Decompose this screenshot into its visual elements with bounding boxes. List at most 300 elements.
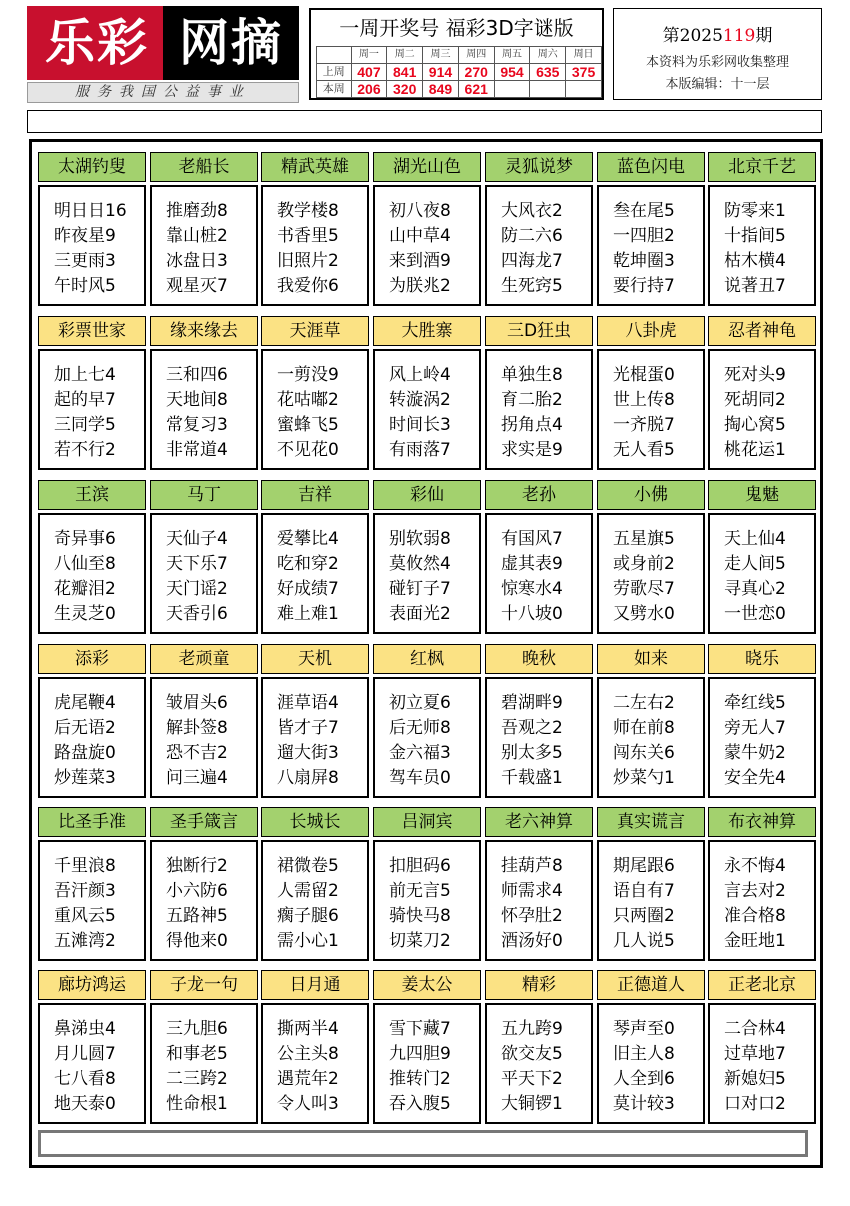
card-body xyxy=(150,1003,258,1124)
card-author: 天涯草 xyxy=(261,316,369,346)
riddle-line: 皆才子7 xyxy=(277,718,339,738)
card-body xyxy=(373,185,481,306)
last-week-row xyxy=(317,64,602,81)
riddle-line: 走人间5 xyxy=(724,554,786,574)
card-body xyxy=(261,185,369,306)
card-author: 比圣手准 xyxy=(38,807,146,837)
riddle-line: 八扇屏8 xyxy=(277,768,339,788)
card-body xyxy=(38,677,146,798)
riddle-line: 驾车员0 xyxy=(389,768,451,788)
riddle-line: 七八看8 xyxy=(54,1069,116,1089)
slogan: 服务我国公益事业 xyxy=(27,82,299,103)
riddle-line: 枯木横4 xyxy=(724,251,786,271)
riddle-card xyxy=(261,807,369,959)
card-body xyxy=(485,513,593,634)
riddle-line: 琴声至0 xyxy=(613,1019,675,1039)
riddle-card xyxy=(485,970,593,1122)
days-row xyxy=(317,47,602,64)
riddle-line: 冰盘日3 xyxy=(166,251,228,271)
riddle-line: 山中草4 xyxy=(389,226,451,246)
riddle-line: 求实是9 xyxy=(501,440,563,460)
riddle-line: 吃和穿2 xyxy=(277,554,339,574)
card-body xyxy=(708,513,816,634)
riddle-line: 五路神5 xyxy=(166,906,228,926)
riddle-line: 性命根1 xyxy=(166,1094,228,1114)
day-header: 周二 xyxy=(387,47,423,64)
riddle-line: 风上岭4 xyxy=(389,365,451,385)
riddle-line: 皱眉头6 xyxy=(166,693,228,713)
riddle-line: 碰钉子7 xyxy=(389,579,451,599)
riddle-line: 挂葫芦8 xyxy=(501,856,563,876)
day-header: 周日 xyxy=(566,47,602,64)
riddle-line: 炒莲菜3 xyxy=(54,768,116,788)
card-author: 廊坊鸿运 xyxy=(38,970,146,1000)
card-body xyxy=(38,513,146,634)
draw-number: 270 xyxy=(458,64,494,81)
riddle-line: 昨夜星9 xyxy=(54,226,116,246)
draw-number: 841 xyxy=(387,64,423,81)
riddle-line: 人全到6 xyxy=(613,1069,675,1089)
riddle-line: 八仙至8 xyxy=(54,554,116,574)
riddle-line: 世上传8 xyxy=(613,390,675,410)
card-author: 鬼魅 xyxy=(708,480,816,510)
riddle-line: 花瓣泪2 xyxy=(54,579,116,599)
corner-cell xyxy=(317,47,352,64)
riddle-line: 奇异事6 xyxy=(54,529,116,549)
riddle-line: 需小心1 xyxy=(277,931,339,951)
riddle-card xyxy=(261,644,369,796)
riddle-line: 一世恋0 xyxy=(724,604,786,624)
riddle-line: 解卦签8 xyxy=(166,718,228,738)
riddle-line: 莫计较3 xyxy=(613,1094,675,1114)
card-body xyxy=(38,349,146,470)
issue-number xyxy=(614,21,821,46)
card-author: 正老北京 xyxy=(708,970,816,1000)
riddle-line: 扣胆码6 xyxy=(389,856,451,876)
riddle-line: 九四胆9 xyxy=(389,1044,451,1064)
riddle-line: 撕两半4 xyxy=(277,1019,339,1039)
riddle-card xyxy=(485,807,593,959)
riddle-line: 重风云5 xyxy=(54,906,116,926)
riddle-card xyxy=(485,152,593,304)
banner-bar xyxy=(27,110,822,133)
riddle-line: 掏心窝5 xyxy=(724,415,786,435)
row-label: 上周 xyxy=(317,64,352,81)
riddle-line: 推转门2 xyxy=(389,1069,451,1089)
riddle-line: 欲交友5 xyxy=(501,1044,563,1064)
riddle-card xyxy=(373,316,481,468)
riddle-line: 拐角点4 xyxy=(501,415,563,435)
riddle-line: 千里浪8 xyxy=(54,856,116,876)
card-author: 真实谎言 xyxy=(597,807,705,837)
riddle-line: 虎尾鞭4 xyxy=(54,693,116,713)
riddle-line: 一剪没9 xyxy=(277,365,339,385)
draw-number: 635 xyxy=(530,64,566,81)
riddle-line: 十八坡0 xyxy=(501,604,563,624)
card-body xyxy=(150,840,258,961)
riddle-line: 天上仙4 xyxy=(724,529,786,549)
riddle-line: 大风衣2 xyxy=(501,201,563,221)
card-body xyxy=(150,349,258,470)
riddle-line: 酒汤好0 xyxy=(501,931,563,951)
riddle-card xyxy=(373,152,481,304)
riddle-line: 永不悔4 xyxy=(724,856,786,876)
riddle-line: 光棍蛋0 xyxy=(613,365,675,385)
card-author: 彩仙 xyxy=(373,480,481,510)
riddle-line: 明日日16 xyxy=(54,201,127,221)
card-body xyxy=(150,185,258,306)
riddle-line: 五九跨9 xyxy=(501,1019,563,1039)
issue-prefix: 第2025 xyxy=(662,26,723,46)
riddle-line: 问三遍4 xyxy=(166,768,228,788)
card-author: 如来 xyxy=(597,644,705,674)
card-author: 小佛 xyxy=(597,480,705,510)
footer-bar xyxy=(38,1130,808,1157)
riddle-line: 防二六6 xyxy=(501,226,563,246)
riddle-line: 碧湖畔9 xyxy=(501,693,563,713)
card-author: 天机 xyxy=(261,644,369,674)
riddle-line: 旧主人8 xyxy=(613,1044,675,1064)
riddle-line: 天香引6 xyxy=(166,604,228,624)
riddle-line: 路盘旋0 xyxy=(54,743,116,763)
riddle-line: 转漩涡2 xyxy=(389,390,451,410)
card-author: 灵狐说梦 xyxy=(485,152,593,182)
riddle-card xyxy=(708,316,816,468)
riddle-line: 和事老5 xyxy=(166,1044,228,1064)
riddle-card xyxy=(150,480,258,632)
riddle-line: 叁在尾5 xyxy=(613,201,675,221)
riddle-line: 炒菜勺1 xyxy=(613,768,675,788)
riddle-card xyxy=(708,152,816,304)
card-body xyxy=(597,185,705,306)
riddle-line: 靠山桩2 xyxy=(166,226,228,246)
riddle-card xyxy=(373,480,481,632)
riddle-card xyxy=(373,970,481,1122)
draw-number: 407 xyxy=(351,64,387,81)
riddle-line: 雪下藏7 xyxy=(389,1019,451,1039)
riddle-line: 来到酒9 xyxy=(389,251,451,271)
riddle-line: 观星灭7 xyxy=(166,276,228,296)
card-author: 晚秋 xyxy=(485,644,593,674)
riddle-card xyxy=(597,644,705,796)
riddle-line: 又劈水0 xyxy=(613,604,675,624)
riddle-line: 桃花运1 xyxy=(724,440,786,460)
card-author: 老孙 xyxy=(485,480,593,510)
issue-info-panel xyxy=(613,8,822,100)
card-author: 北京千艺 xyxy=(708,152,816,182)
riddle-line: 恐不吉2 xyxy=(166,743,228,763)
riddle-line: 人需留2 xyxy=(277,881,339,901)
card-author: 老顽童 xyxy=(150,644,258,674)
riddle-card xyxy=(373,644,481,796)
riddle-line: 切菜刀2 xyxy=(389,931,451,951)
riddle-card xyxy=(38,807,146,959)
riddle-line: 虚其表9 xyxy=(501,554,563,574)
card-author: 缘来缘去 xyxy=(150,316,258,346)
page-title: 一周开奖号 福彩3D字谜版 xyxy=(339,16,574,40)
row-label: 本周 xyxy=(317,81,352,98)
riddle-line: 天仙子4 xyxy=(166,529,228,549)
draw-number: 320 xyxy=(387,81,423,98)
riddle-card xyxy=(150,316,258,468)
card-author: 精武英雄 xyxy=(261,152,369,182)
card-author: 老船长 xyxy=(150,152,258,182)
card-author: 日月通 xyxy=(261,970,369,1000)
riddle-line: 有国风7 xyxy=(501,529,563,549)
riddle-line: 一四胆2 xyxy=(613,226,675,246)
card-author: 红枫 xyxy=(373,644,481,674)
card-author: 忍者神龟 xyxy=(708,316,816,346)
day-header: 周六 xyxy=(530,47,566,64)
card-author: 晓乐 xyxy=(708,644,816,674)
riddle-card xyxy=(708,807,816,959)
card-body xyxy=(373,513,481,634)
riddle-line: 十指间5 xyxy=(724,226,786,246)
draw-number: 206 xyxy=(351,81,387,98)
card-body xyxy=(38,1003,146,1124)
card-body xyxy=(373,840,481,961)
card-author: 姜太公 xyxy=(373,970,481,1000)
riddle-line: 大铜锣1 xyxy=(501,1094,563,1114)
riddle-line: 我爱你6 xyxy=(277,276,339,296)
riddle-line: 后无语2 xyxy=(54,718,116,738)
riddle-line: 单独生8 xyxy=(501,365,563,385)
draw-number xyxy=(566,81,602,98)
day-header: 周四 xyxy=(458,47,494,64)
riddle-line: 非常道4 xyxy=(166,440,228,460)
riddle-line: 初八夜8 xyxy=(389,201,451,221)
card-body xyxy=(597,677,705,798)
riddle-line: 说著丑7 xyxy=(724,276,786,296)
riddle-card xyxy=(38,316,146,468)
riddle-line: 怀孕肚2 xyxy=(501,906,563,926)
riddle-line: 前无言5 xyxy=(389,881,451,901)
riddle-line: 午时风5 xyxy=(54,276,116,296)
riddle-line: 师需求4 xyxy=(501,881,563,901)
riddle-line: 莫攸然4 xyxy=(389,554,451,574)
riddle-line: 二合林4 xyxy=(724,1019,786,1039)
riddle-line: 旁无人7 xyxy=(724,718,786,738)
card-body xyxy=(597,840,705,961)
card-author: 王滨 xyxy=(38,480,146,510)
card-author: 三D狂虫 xyxy=(485,316,593,346)
riddle-line: 言去对2 xyxy=(724,881,786,901)
riddle-line: 三和四6 xyxy=(166,365,228,385)
riddle-line: 有雨落7 xyxy=(389,440,451,460)
riddle-line: 小六防6 xyxy=(166,881,228,901)
card-body xyxy=(485,349,593,470)
riddle-line: 准合格8 xyxy=(724,906,786,926)
riddle-card xyxy=(150,970,258,1122)
riddle-line: 骑快马8 xyxy=(389,906,451,926)
riddle-card xyxy=(38,152,146,304)
riddle-line: 公主头8 xyxy=(277,1044,339,1064)
riddle-line: 令人叫3 xyxy=(277,1094,339,1114)
card-body xyxy=(597,1003,705,1124)
riddle-card xyxy=(373,807,481,959)
riddle-line: 天地间8 xyxy=(166,390,228,410)
riddle-card xyxy=(38,970,146,1122)
riddle-line: 若不行2 xyxy=(54,440,116,460)
riddle-line: 几人说5 xyxy=(613,931,675,951)
riddle-card xyxy=(485,644,593,796)
riddle-line: 别软弱8 xyxy=(389,529,451,549)
riddle-line: 死对头9 xyxy=(724,365,786,385)
riddle-line: 千载盛1 xyxy=(501,768,563,788)
riddle-line: 别太多5 xyxy=(501,743,563,763)
card-body xyxy=(708,185,816,306)
day-header: 周三 xyxy=(423,47,459,64)
riddle-card xyxy=(261,970,369,1122)
card-body xyxy=(38,840,146,961)
riddle-line: 裙微卷5 xyxy=(277,856,339,876)
riddle-line: 加上七4 xyxy=(54,365,116,385)
riddle-line: 生死窍5 xyxy=(501,276,563,296)
riddle-line: 初立夏6 xyxy=(389,693,451,713)
card-body xyxy=(261,840,369,961)
riddle-line: 五星旗5 xyxy=(613,529,675,549)
card-author: 八卦虎 xyxy=(597,316,705,346)
riddle-line: 寻真心2 xyxy=(724,579,786,599)
riddle-line: 涯草语4 xyxy=(277,693,339,713)
riddle-line: 师在前8 xyxy=(613,718,675,738)
draw-number: 375 xyxy=(566,64,602,81)
card-body xyxy=(373,1003,481,1124)
riddle-line: 月儿圆7 xyxy=(54,1044,116,1064)
card-author: 吉祥 xyxy=(261,480,369,510)
riddle-line: 无人看5 xyxy=(613,440,675,460)
riddle-card xyxy=(597,970,705,1122)
card-author: 正德道人 xyxy=(597,970,705,1000)
card-author: 长城长 xyxy=(261,807,369,837)
draw-number: 621 xyxy=(458,81,494,98)
riddle-card xyxy=(150,807,258,959)
riddle-card xyxy=(597,480,705,632)
riddle-line: 要行持7 xyxy=(613,276,675,296)
riddle-line: 平天下2 xyxy=(501,1069,563,1089)
riddle-card xyxy=(38,644,146,796)
card-author: 布衣神算 xyxy=(708,807,816,837)
logo xyxy=(27,6,299,103)
riddle-line: 蜜蜂飞5 xyxy=(277,415,339,435)
riddle-card xyxy=(708,480,816,632)
riddle-line: 教学楼8 xyxy=(277,201,339,221)
riddle-line: 吞入腹5 xyxy=(389,1094,451,1114)
card-body xyxy=(485,840,593,961)
riddle-line: 只两圈2 xyxy=(613,906,675,926)
riddle-card xyxy=(708,970,816,1122)
this-week-row xyxy=(317,81,602,98)
riddle-line: 期尾跟6 xyxy=(613,856,675,876)
card-author: 湖光山色 xyxy=(373,152,481,182)
card-author: 老六神算 xyxy=(485,807,593,837)
card-author: 彩票世家 xyxy=(38,316,146,346)
riddle-card xyxy=(597,316,705,468)
draw-number: 914 xyxy=(423,64,459,81)
riddle-line: 吾观之2 xyxy=(501,718,563,738)
riddle-line: 爱攀比4 xyxy=(277,529,339,549)
riddle-card xyxy=(597,807,705,959)
card-body xyxy=(485,677,593,798)
riddle-line: 一齐脱7 xyxy=(613,415,675,435)
riddle-card xyxy=(485,480,593,632)
draw-number: 954 xyxy=(494,64,530,81)
logo-text-left: 乐彩 xyxy=(45,14,149,72)
card-body xyxy=(373,677,481,798)
riddle-card xyxy=(708,644,816,796)
card-author: 添彩 xyxy=(38,644,146,674)
card-body xyxy=(261,677,369,798)
card-author: 蓝色闪电 xyxy=(597,152,705,182)
card-body xyxy=(261,1003,369,1124)
riddle-line: 后无师8 xyxy=(389,718,451,738)
riddle-line: 好成绩7 xyxy=(277,579,339,599)
card-author: 精彩 xyxy=(485,970,593,1000)
logo-text-right: 网摘 xyxy=(179,14,283,72)
riddle-line: 独断行2 xyxy=(166,856,228,876)
riddle-line: 或身前2 xyxy=(613,554,675,574)
day-header: 周一 xyxy=(351,47,387,64)
riddle-line: 闯东关6 xyxy=(613,743,675,763)
riddle-line: 常复习3 xyxy=(166,415,228,435)
riddle-line: 遛大街3 xyxy=(277,743,339,763)
riddle-line: 为朕兆2 xyxy=(389,276,451,296)
riddle-line: 五滩湾2 xyxy=(54,931,116,951)
draw-results-panel xyxy=(309,8,604,100)
riddle-line: 蒙牛奶2 xyxy=(724,743,786,763)
riddle-card xyxy=(261,152,369,304)
riddle-line: 二左右2 xyxy=(613,693,675,713)
riddle-line: 书香里5 xyxy=(277,226,339,246)
riddle-line: 得他来0 xyxy=(166,931,228,951)
riddle-line: 鼻涕虫4 xyxy=(54,1019,116,1039)
draw-results-table xyxy=(316,46,602,98)
draw-number xyxy=(530,81,566,98)
riddle-line: 惊寒水4 xyxy=(501,579,563,599)
riddle-card xyxy=(261,316,369,468)
card-body xyxy=(150,513,258,634)
card-body xyxy=(597,349,705,470)
riddle-line: 劳歌尽7 xyxy=(613,579,675,599)
riddle-line: 吾汗颜3 xyxy=(54,881,116,901)
riddle-line: 新媳妇5 xyxy=(724,1069,786,1089)
card-body xyxy=(373,349,481,470)
riddle-line: 二三跨2 xyxy=(166,1069,228,1089)
riddle-line: 遇荒年2 xyxy=(277,1069,339,1089)
riddle-line: 推磨劲8 xyxy=(166,201,228,221)
riddle-line: 牵红线5 xyxy=(724,693,786,713)
card-author: 吕洞宾 xyxy=(373,807,481,837)
riddle-line: 四海龙7 xyxy=(501,251,563,271)
riddle-line: 三九胆6 xyxy=(166,1019,228,1039)
riddle-line: 生灵芝0 xyxy=(54,604,116,624)
card-body xyxy=(38,185,146,306)
riddle-line: 天下乐7 xyxy=(166,554,228,574)
card-author: 太湖钓叟 xyxy=(38,152,146,182)
draw-number xyxy=(494,81,530,98)
day-header: 周五 xyxy=(494,47,530,64)
issue-num: 119 xyxy=(722,26,756,46)
riddle-line: 育二胎2 xyxy=(501,390,563,410)
riddle-line: 花咕嘟2 xyxy=(277,390,339,410)
card-body xyxy=(597,513,705,634)
riddle-line: 死胡同2 xyxy=(724,390,786,410)
riddle-line: 不见花0 xyxy=(277,440,339,460)
card-body xyxy=(708,840,816,961)
riddle-line: 语自有7 xyxy=(613,881,675,901)
riddle-card xyxy=(150,644,258,796)
card-body xyxy=(708,1003,816,1124)
